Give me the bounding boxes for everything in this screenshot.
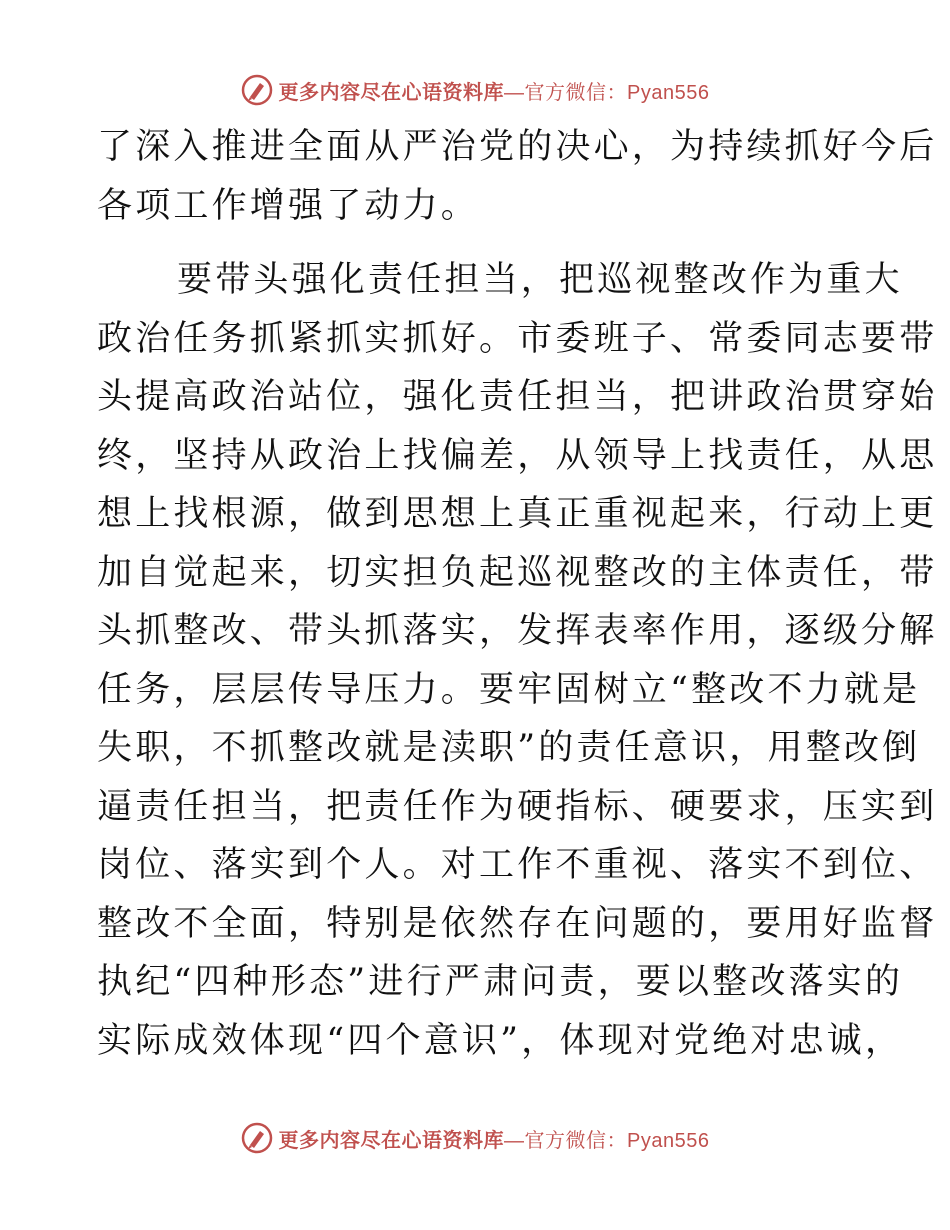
watermark-separator: — bbox=[504, 1129, 525, 1152]
watermark-label: 官方微信： bbox=[524, 1129, 628, 1152]
text-line: 逼责任担当，把责任作为硬指标、硬要求，压实到 bbox=[97, 786, 938, 827]
text-line: 整改不全面，特别是依然存在问题的，要用好监督 bbox=[97, 903, 938, 944]
watermark-separator: — bbox=[504, 81, 525, 104]
watermark-label: 官方微信： bbox=[524, 81, 628, 104]
text-line: 加自觉起来，切实担负起巡视整改的主体责任，带 bbox=[97, 552, 938, 593]
footer-watermark bbox=[0, 1118, 950, 1158]
paragraph-2 bbox=[97, 251, 938, 1070]
text-line: 实际成效体现“四个意识”，体现对党绝对忠诚， bbox=[97, 1020, 904, 1061]
watermark-wechat-id: Pyan556 bbox=[627, 1129, 710, 1152]
text-line: 了深入推进全面从严治党的决心，为持续抓好今后 bbox=[97, 127, 938, 167]
text-line: 各项工作增强了动力。 bbox=[97, 185, 480, 226]
watermark-site: 更多内容尽在心语资料库 bbox=[278, 81, 505, 104]
text-line: 任务，层层传导压力。要牢固树立“整改不力就是 bbox=[97, 669, 921, 710]
watermark-text bbox=[279, 76, 710, 105]
text-line: 想上找根源，做到思想上真正重视起来，行动上更 bbox=[97, 494, 938, 534]
paragraph-1 bbox=[97, 118, 938, 235]
text-line: 政治任务抓紧抓实抓好。市委班子、常委同志要带 bbox=[97, 318, 938, 359]
watermark-site: 更多内容尽在心语资料库 bbox=[278, 1129, 505, 1152]
pen-logo-icon bbox=[241, 1122, 273, 1154]
pen-logo-icon bbox=[241, 74, 273, 106]
document-body bbox=[97, 118, 938, 1070]
watermark-wechat-id: Pyan556 bbox=[627, 81, 710, 104]
text-line: 岗位、落实到个人。对工作不重视、落实不到位、 bbox=[97, 845, 938, 885]
text-line: 头提高政治站位，强化责任担当，把讲政治贯穿始 bbox=[97, 377, 938, 417]
text-line: 执纪“四种形态”进行严肃问责，要以整改落实的 bbox=[97, 962, 904, 1002]
text-line: 要带头强化责任担当，把巡视整改作为重大 bbox=[177, 260, 903, 300]
header-watermark bbox=[0, 70, 950, 110]
text-line: 头抓整改、带头抓落实，发挥表率作用，逐级分解 bbox=[97, 611, 938, 651]
watermark-text bbox=[279, 1124, 710, 1153]
text-line: 终，坚持从政治上找偏差，从领导上找责任，从思 bbox=[97, 435, 938, 476]
text-line: 失职，不抓整改就是渎职”的责任意识，用整改倒 bbox=[97, 728, 921, 768]
